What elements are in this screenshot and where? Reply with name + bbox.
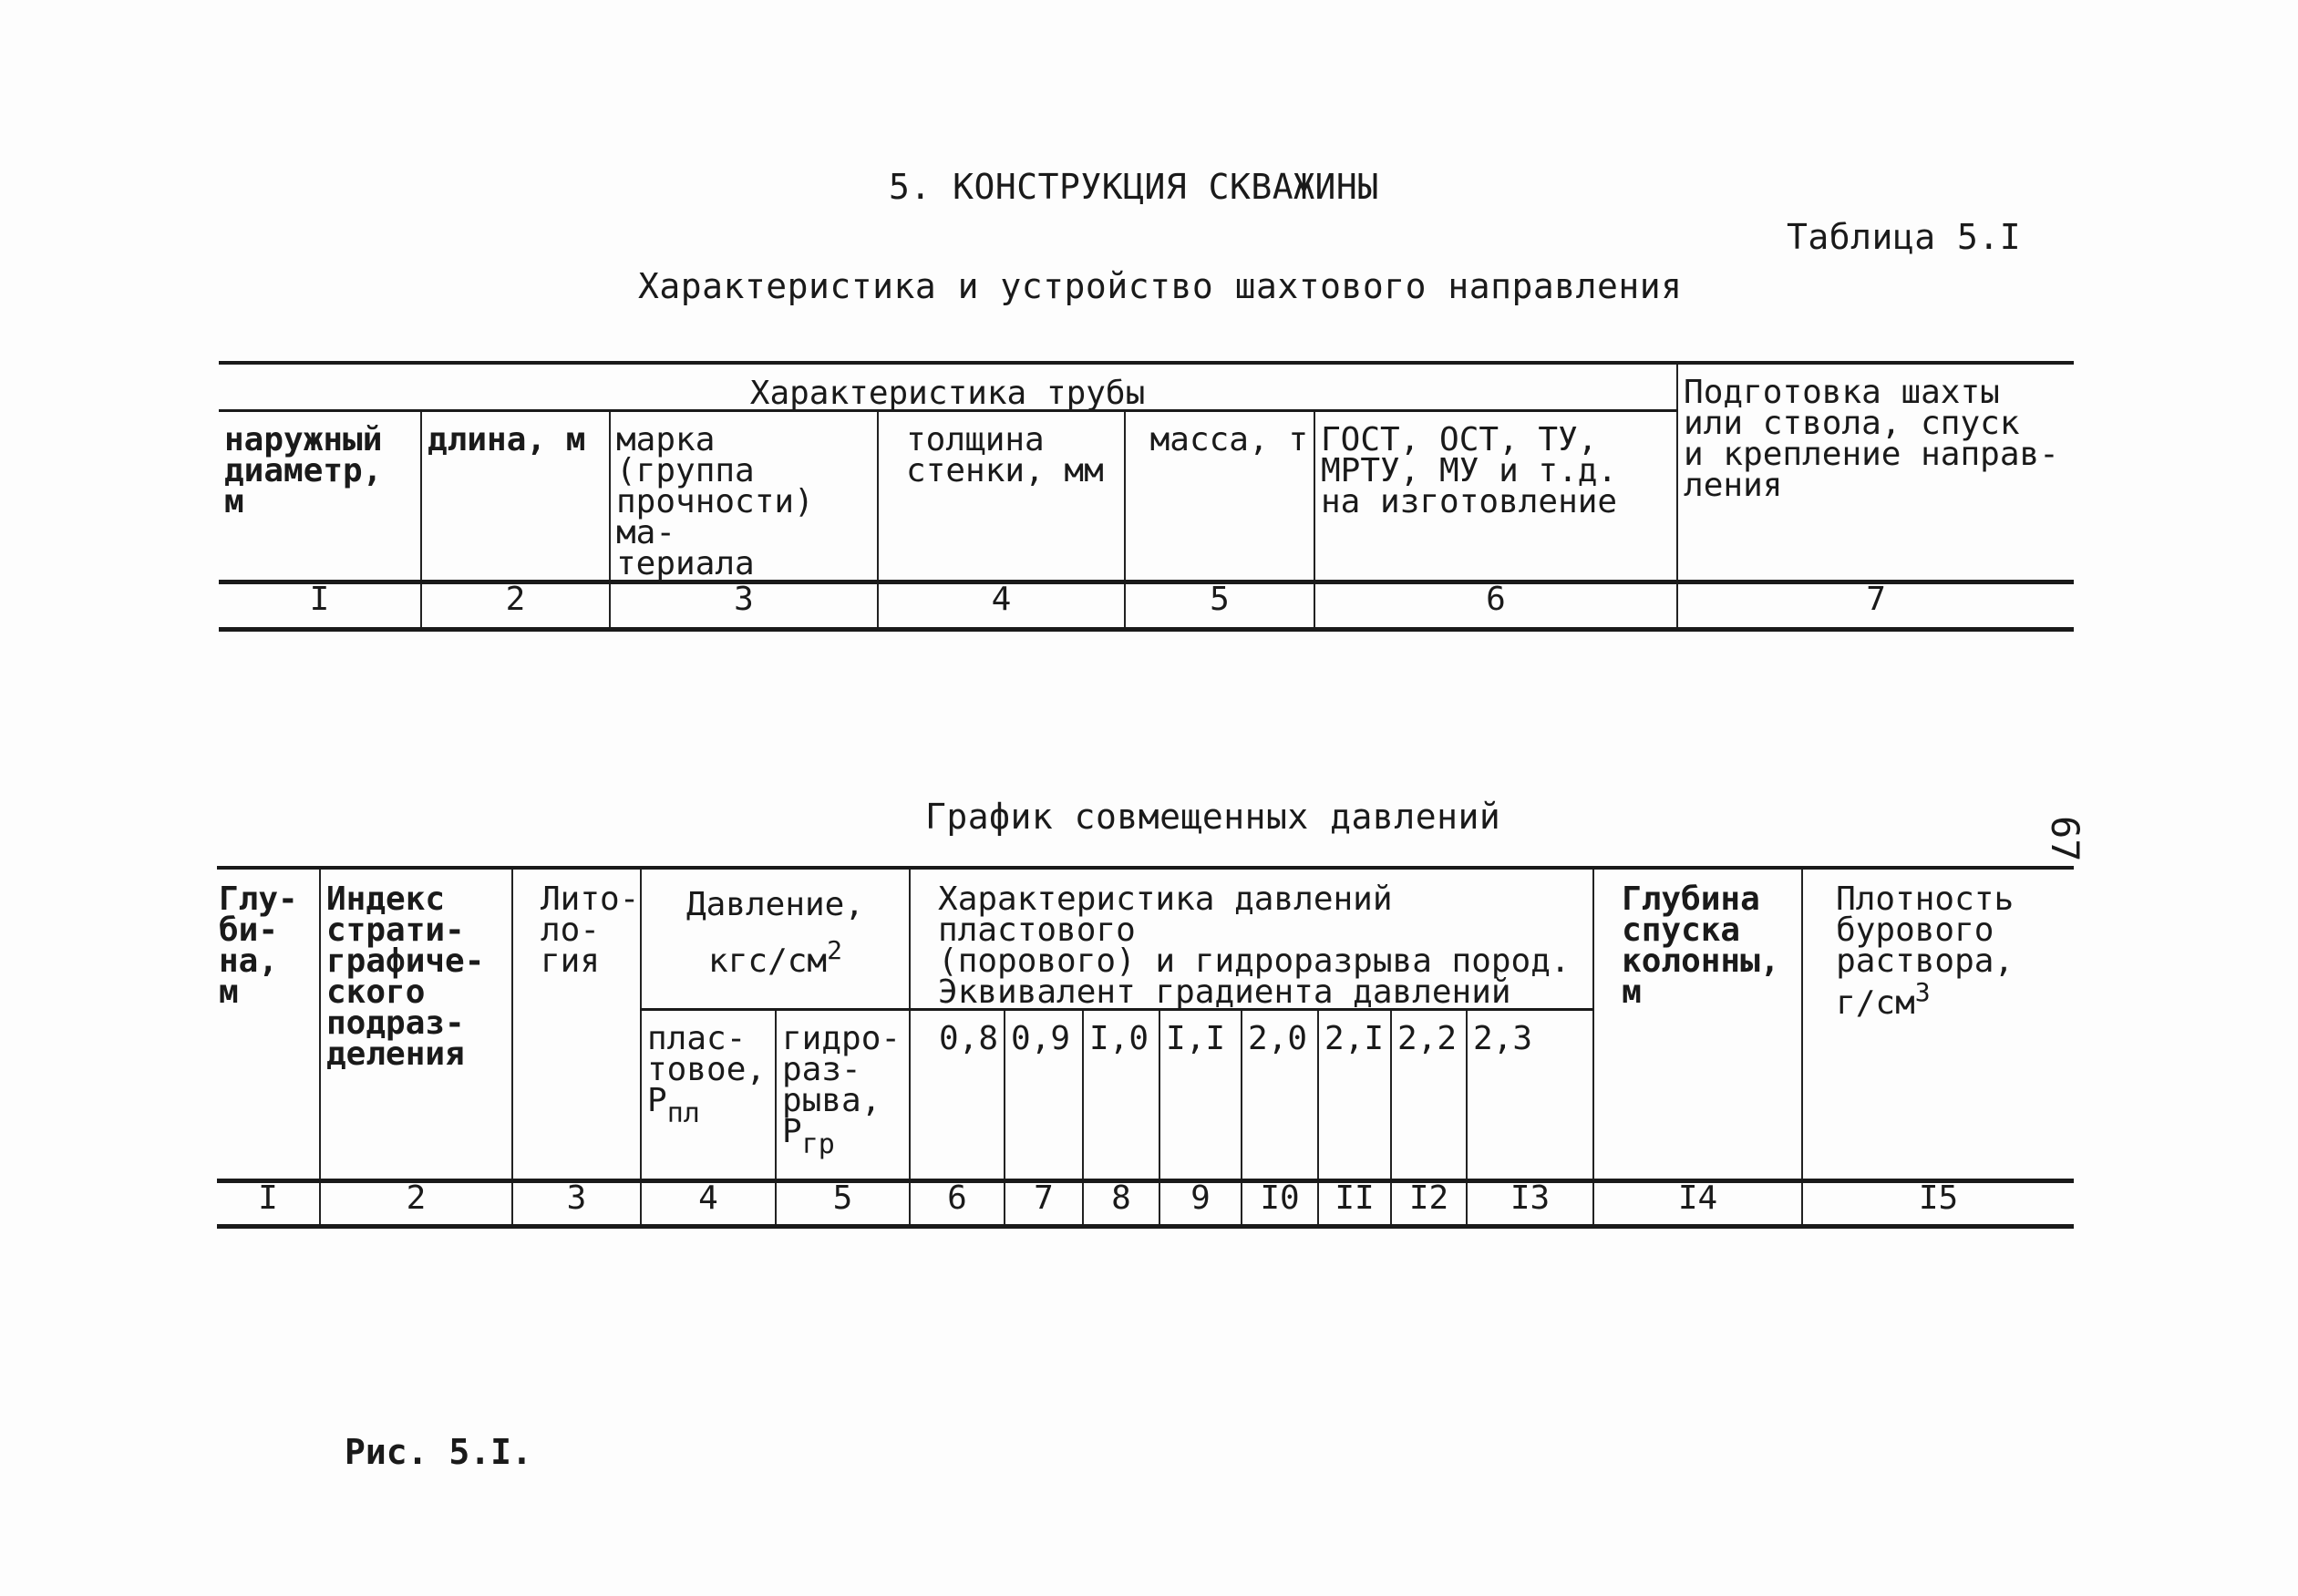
col-number: 6	[1314, 582, 1677, 629]
stratigraphic-index-header: Индекс страти- графиче- ского подраз- деления	[320, 868, 512, 1181]
pressure-chart-caption: График совмещенных давлений	[925, 797, 1501, 837]
col-number: 2	[421, 582, 610, 629]
gradient-header: I,I	[1159, 1010, 1242, 1181]
reservoir-pressure-header	[641, 1010, 776, 1181]
col-number: 6	[910, 1181, 1005, 1227]
frac-pressure-subscript: гр	[801, 1128, 835, 1160]
pressure-unit-exponent: 2	[827, 935, 842, 965]
pressure-group-header	[641, 868, 910, 1010]
col-number: 4	[878, 582, 1125, 629]
length-header: длина, м	[421, 410, 610, 582]
wall-thickness-header: толщина стенки, мм	[878, 410, 1125, 582]
col-number: 4	[641, 1181, 776, 1227]
figure-label: Рис. 5.I.	[345, 1432, 532, 1472]
combined-pressure-table	[217, 866, 2074, 1229]
col-number: I5	[1802, 1181, 2074, 1227]
col-number: 5	[1125, 582, 1314, 629]
section-title: 5. КОНСТРУКЦИЯ СКВАЖИНЫ	[889, 167, 1379, 207]
pipe-characteristics-header: Характеристика трубы	[219, 363, 1677, 410]
gradient-header: 2,3	[1467, 1010, 1593, 1181]
material-grade-header: марка (группа прочности) ма- териала	[610, 410, 878, 582]
col-number: I3	[1467, 1181, 1593, 1227]
gradient-header: 2,0	[1242, 1010, 1318, 1181]
mass-header: масса, т	[1125, 410, 1314, 582]
col-number: I2	[1391, 1181, 1467, 1227]
col-number: 3	[610, 582, 878, 629]
col-number: I4	[1593, 1181, 1802, 1227]
col-number: I	[219, 582, 421, 629]
col-number: 5	[776, 1181, 910, 1227]
pipe-characteristics-table	[219, 361, 2074, 632]
mud-density-text: Плотность бурового раствора, г/см	[1836, 880, 2015, 1022]
mud-density-header	[1802, 868, 2074, 1181]
lithology-header: Лито- ло- гия	[512, 868, 641, 1181]
col-number: I	[217, 1181, 320, 1227]
table-label: Таблица 5.I	[1787, 217, 2022, 257]
col-number: 7	[1677, 582, 2074, 629]
gradient-header: 2,2	[1391, 1010, 1467, 1181]
outer-diameter-header: наружный диаметр, м	[219, 410, 421, 582]
casing-depth-header: Глубина спуска колонны, м	[1593, 868, 1802, 1181]
shaft-preparation-header: Подготовка шахты или ствола, спуск и крепление направ- ления	[1677, 363, 2074, 582]
depth-header: Глу- би- на, м	[217, 868, 320, 1181]
frac-pressure-header	[776, 1010, 910, 1181]
col-number: 2	[320, 1181, 512, 1227]
col-number: 7	[1005, 1181, 1083, 1227]
pressure-characteristics-header: Характеристика давлений пластового (порового) и гидроразрыва пород. Эквивалент градиента давлений	[910, 868, 1593, 1010]
gradient-header: I,0	[1083, 1010, 1159, 1181]
table-caption: Характеристика и устройство шахтового направления	[638, 266, 1683, 306]
standards-header: ГОСТ, ОСТ, ТУ, МРТУ, МУ и т.д. на изготовление	[1314, 410, 1677, 582]
frac-pressure-text: гидро- раз- рыва, Р	[782, 1020, 902, 1150]
reservoir-pressure-subscript: пл	[666, 1097, 700, 1129]
col-number: 9	[1159, 1181, 1242, 1227]
page-number: 67	[2043, 816, 2087, 862]
col-number: 3	[512, 1181, 641, 1227]
col-number: I0	[1242, 1181, 1318, 1227]
col-number: II	[1318, 1181, 1391, 1227]
reservoir-pressure-text: плас- товое, Р	[647, 1020, 767, 1119]
density-unit-exponent: 3	[1914, 977, 1931, 1007]
col-number: 8	[1083, 1181, 1159, 1227]
gradient-header: 2,I	[1318, 1010, 1391, 1181]
gradient-header: 0,8	[910, 1010, 1005, 1181]
gradient-header: 0,9	[1005, 1010, 1083, 1181]
pressure-group-text: Давление, кгс/см	[685, 886, 865, 980]
